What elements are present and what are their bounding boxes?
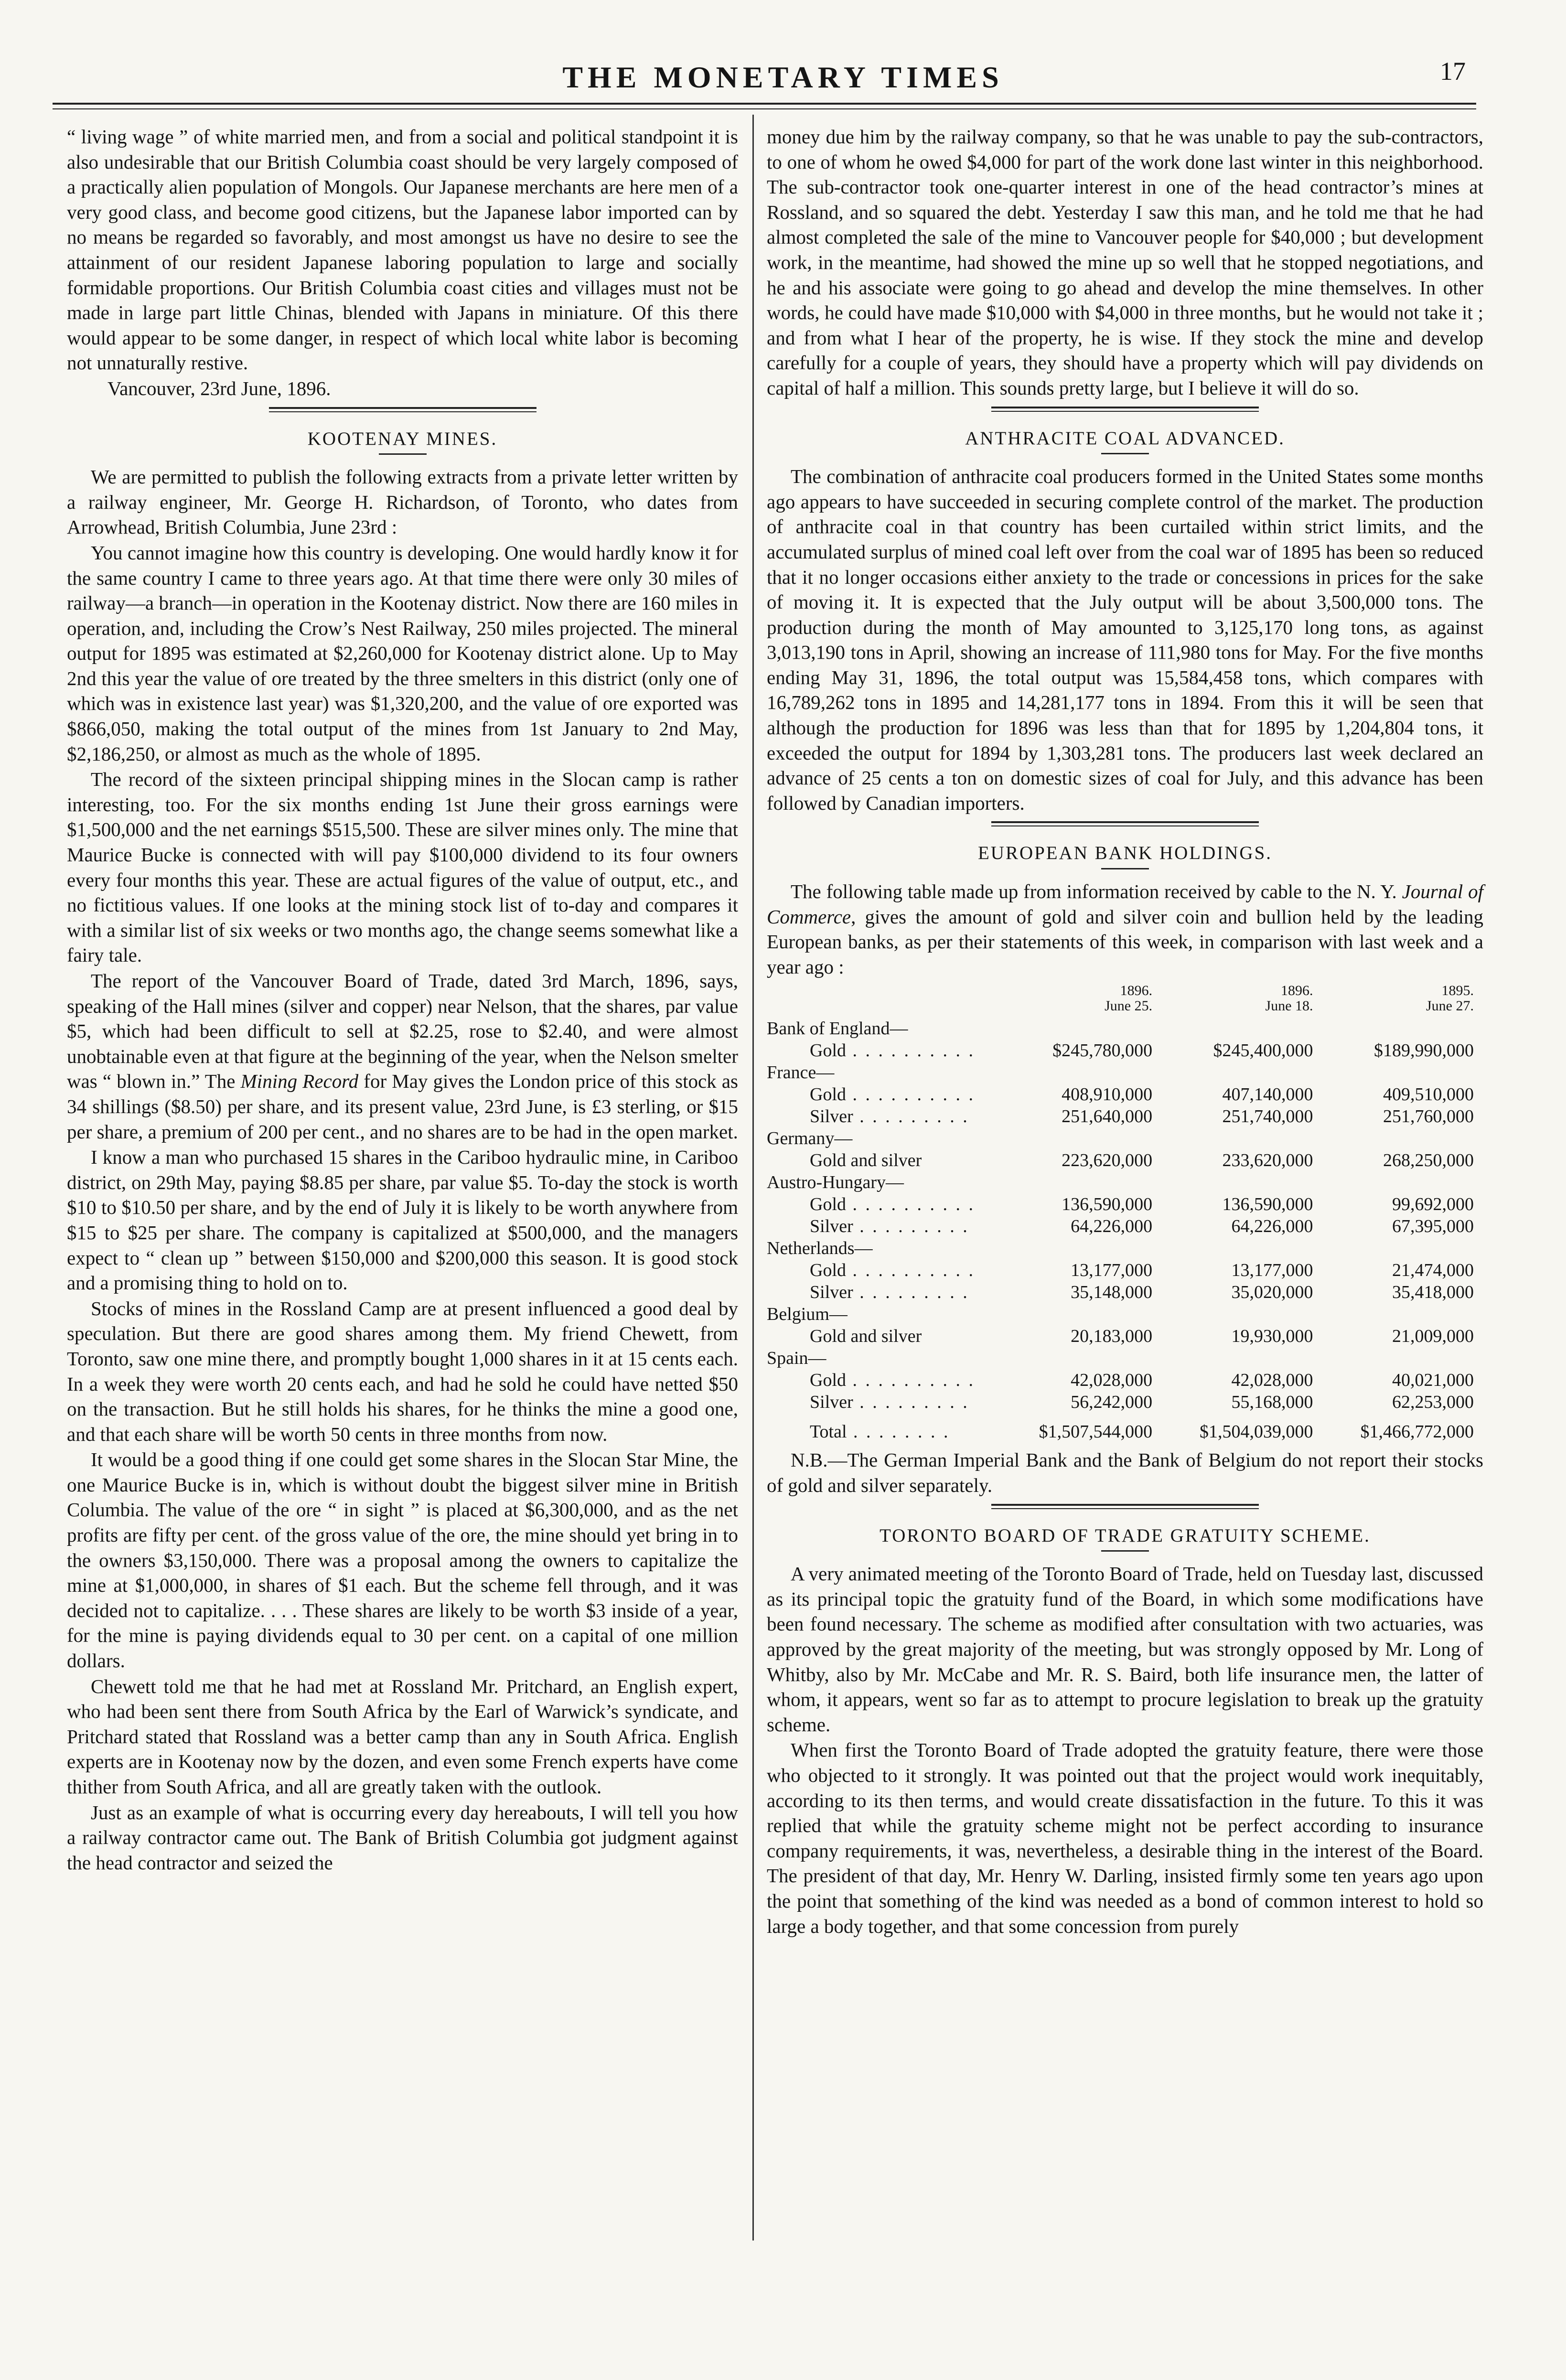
table-row: [767, 1391, 1474, 1413]
table-body: [767, 1018, 1474, 1443]
row-label-text: Total: [810, 1422, 847, 1442]
row-label: [767, 1369, 992, 1391]
cell-value: [992, 1018, 1152, 1040]
cell-value: 233,620,000: [1222, 1150, 1313, 1171]
leader-dots: . . . . . . . . .: [853, 1392, 969, 1413]
table-row: [767, 1237, 1474, 1259]
cell-value: [1313, 1347, 1474, 1369]
cell-value: 21,474,000: [1392, 1260, 1474, 1281]
cell-value: [1313, 1061, 1474, 1083]
article-paragraph: Chewett told me that he had met at Rossland Mr. Pritchard, an English expert, who had been sent there from South Africa by the Earl of Warwick’s syndicate, and Pritchard stated that Rossland was a better camp than any in South Africa. English experts are in Kootenay now by the dozen, and even some French experts have come thither from South Africa, and all are greatly taken with the outlook.: [67, 1675, 738, 1798]
cell-value: [992, 1347, 1152, 1369]
article-paragraph: Just as an example of what is occurring every day hereabouts, I will tell you how a railway contractor came out. The Bank of British Columbia got judgment against the head contractor and seized the: [67, 1801, 738, 1874]
cell-value: 42,028,000: [1071, 1370, 1153, 1391]
cell-value: $189,990,000: [1374, 1040, 1474, 1061]
article-paragraph: It would be a good thing if one could get some shares in the Slocan Star Mine, the one Maurice Bucke is in, which is without doubt the biggest silver mine in British Columbia. The value of the ore “ in sight ” is placed at $6,300,000, and as the net profits are fifty per cent. of the gross value of the ore, the mine should yet bring in to the owners $3,150,000. There was a proposal among the owners to capitalize the mine at $1,000,000, in shares of $1 each. But the scheme fell through, and it was decided not to capitalize. . . . These shares are likely to be worth $3 inside of a year, for the mine is paying dividends equal to 30 per cent. on a capital of one million dollars.: [67, 1448, 738, 1672]
table-row: [767, 1193, 1474, 1215]
text-run: The following table made up from information received by cable to the N. Y.: [791, 880, 1402, 903]
cell-value: 56,242,000: [1071, 1392, 1153, 1413]
table-row: [767, 1040, 1474, 1061]
row-label-text: Germany—: [767, 1128, 853, 1149]
cell-value: 35,418,000: [1392, 1282, 1474, 1303]
row-label: [767, 1303, 992, 1325]
table-row: [767, 1281, 1474, 1303]
cell-value: 409,510,000: [1383, 1084, 1474, 1105]
heading-toronto-board: TORONTO BOARD OF TRADE GRATUITY SCHEME.: [880, 1525, 1371, 1546]
row-label-text: Gold: [810, 1260, 846, 1281]
leader-dots: . . . . . . . . . .: [846, 1194, 975, 1215]
cell-value: 42,028,000: [1231, 1370, 1313, 1391]
cell-value: 407,140,000: [1222, 1084, 1313, 1105]
row-label-text: Gold: [810, 1370, 846, 1391]
right-column: [767, 124, 1483, 1939]
leader-dots: . . . . . . . . .: [853, 1106, 969, 1127]
cell-value: [1313, 1303, 1474, 1325]
heading-rule: [1101, 1550, 1149, 1552]
cell-value: [992, 1303, 1152, 1325]
cell-value: 64,226,000: [1071, 1216, 1153, 1237]
row-label: [767, 1215, 992, 1237]
cell-value: [1152, 1018, 1313, 1040]
row-label: [767, 1413, 992, 1443]
leader-dots: . . . . . . . . . .: [846, 1040, 975, 1061]
article-paragraph: You cannot imagine how this country is developing. One would hardly know it for the same country I came to three years ago. At that time there were only 30 miles of railway—a branch—in operation in the Kootenay district. Now there are 160 miles in operation, and, including the Crow’s Nest Railway, 250 miles projected. The mineral output for 1895 was estimated at $2,260,000 for Kootenay district alone. Up to May 2nd this year the value of ore treated by the three smelters in this district (only one of which was in existence last year) was $1,320,200, and the value of ore exported was $866,050, making the total output of the mines from 1st January to 2nd May, $2,186,250, or almost as much as the whole of 1895.: [67, 541, 738, 765]
cell-value: [992, 1127, 1152, 1149]
row-label-text: Spain—: [767, 1348, 826, 1369]
left-column: [67, 124, 738, 1876]
cell-value: 408,910,000: [1062, 1084, 1153, 1105]
cell-value: 35,020,000: [1231, 1282, 1313, 1303]
section-separator: [991, 1504, 1259, 1509]
cell-value: $245,780,000: [1052, 1040, 1153, 1061]
table-row: [767, 1325, 1474, 1347]
text-run: for May gives the London price of this stock as 34 shillings ($8.50) per share, and its present value, 23rd June, is £3 sterling, or $15 per share, a premium of 200 per cent., and no shares are to be had in the open market.: [67, 1070, 738, 1143]
dateline: Vancouver, 23rd June, 1896.: [107, 377, 331, 399]
section-separator: [269, 407, 536, 412]
publication-title: Mining Record: [240, 1070, 359, 1093]
cell-value: $1,466,772,000: [1360, 1422, 1474, 1442]
row-label-text: Silver: [810, 1392, 853, 1413]
cell-value: $245,400,000: [1213, 1040, 1313, 1061]
row-label-text: Silver: [810, 1282, 853, 1303]
table-column-header: [1313, 983, 1474, 1018]
table-row: [767, 1018, 1474, 1040]
row-label-text: Gold: [810, 1040, 846, 1061]
leader-dots: . . . . . . . . .: [853, 1282, 969, 1303]
table-footnote: N.B.—The German Imperial Bank and the Bank of Belgium do not report their stocks of gold and silver separately.: [767, 1449, 1483, 1496]
table-row: [767, 1259, 1474, 1281]
article-paragraph: A very animated meeting of the Toronto Board of Trade, held on Tuesday last, discussed as its principal topic the gratuity fund of the Board, in which some modifications have been found necessary. The scheme as modified after consultation with two actuaries, was approved by the great majority of the meeting, but was strongly opposed by Mr. Long of Whitby, also by Mr. McCabe and Mr. R. S. Baird, both life insurance men, the latter of whom, it appears, went so far as to attempt to procure legislation to break up the gratuity scheme.: [767, 1563, 1483, 1736]
cell-value: 55,168,000: [1231, 1392, 1313, 1413]
table-row: [767, 1215, 1474, 1237]
cell-value: 251,760,000: [1383, 1106, 1474, 1127]
cell-value: 35,148,000: [1071, 1282, 1153, 1303]
article-paragraph: When first the Toronto Board of Trade adopted the gratuity feature, there were those who objected to it strongly. It was pointed out that the project would work inequitably, according to its then terms, and would create dissatisfaction in the future. To this it was replied that while the gratuity scheme might not be perfect according to insurance company requirements, it was, nevertheless, a desirable thing in the interest of the Board. The president of that day, Mr. Henry W. Darling, insisted firmly some ten years ago upon the point that something of the kind was needed as a bond of common interest to hold so large a body together, and that some concession from purely: [767, 1739, 1483, 1937]
heading-rule: [379, 453, 427, 455]
column-year: 1895.: [1441, 983, 1474, 999]
row-label-text: Gold: [810, 1194, 846, 1215]
cell-value: 223,620,000: [1062, 1150, 1153, 1171]
cell-value: 62,253,000: [1392, 1392, 1474, 1413]
heading-anthracite: ANTHRACITE COAL ADVANCED.: [965, 428, 1285, 449]
heading-european-banks: EUROPEAN BANK HOLDINGS.: [977, 843, 1273, 864]
cell-value: 99,692,000: [1392, 1194, 1474, 1215]
row-label: [767, 1325, 992, 1347]
row-label-text: Belgium—: [767, 1304, 847, 1325]
row-label: [767, 1391, 992, 1413]
table-total-row: [767, 1413, 1474, 1443]
cell-value: [1152, 1237, 1313, 1259]
cell-value: [1313, 1237, 1474, 1259]
table-row: [767, 1149, 1474, 1171]
table-header-blank: [767, 983, 992, 1018]
row-label: [767, 1347, 992, 1369]
article-paragraph: The record of the sixteen principal shipping mines in the Slocan camp is rather interesting, too. For the six months ending 1st June their gross earnings were $1,500,000 and the net earnings $515,500. These are silver mines only. The mine that Maurice Bucke is connected with will pay $100,000 dividend to its four owners every four months this year. These are actual figures of the value of output, etc., and no fictitious values. If one looks at the mining stock list of to-day and compares it with a similar list of six weeks or two months ago, the change seems somewhat like a fairy tale.: [67, 768, 738, 966]
row-label-text: Silver: [810, 1106, 853, 1127]
row-label-text: Gold and silver: [810, 1326, 922, 1347]
page-number: 17: [1440, 57, 1466, 86]
cell-value: $1,507,544,000: [1039, 1422, 1153, 1442]
article-paragraph: I know a man who purchased 15 shares in the Cariboo hydraulic mine, in Cariboo district, on 29th May, paying $8.85 per share, par value $5. To-day the stock is worth $10 to $10.50 per share, and by the end of July it is likely to be worth anywhere from $15 to $25 per share. The company is capitalized at $500,000, and the managers expect to “ clean up ” between $150,000 and $200,000 this season. It is good stock and a promising thing to hold on to.: [67, 1146, 738, 1294]
row-label-text: Netherlands—: [767, 1238, 873, 1259]
cell-value: [992, 1237, 1152, 1259]
row-label: [767, 1237, 992, 1259]
cell-value: 19,930,000: [1231, 1326, 1313, 1347]
section-separator: [991, 821, 1259, 826]
row-label: [767, 1105, 992, 1127]
article-paragraph: “ living wage ” of white married men, and from a social and political standpoint it is also undesirable that our British Columbia coast should be very largely composed of a practically alien population of Mongols. Our Japanese merchants are here men of a very good class, and become good citizens, but the Japanese labor imported can by no means be regarded so favorably, and most amongst us have no desire to see the attainment of our resident Japanese laboring population to large and socially formidable proportions. Our British Columbia coast cities and villages must not be made in large part little Chinas, blended with Japans in miniature. Of this there would appear to be some danger, in respect of which local white labor is becoming not unnaturally restive.: [67, 126, 738, 374]
heading-rule: [1101, 868, 1149, 869]
cell-value: [1152, 1061, 1313, 1083]
cell-value: 251,740,000: [1222, 1106, 1313, 1127]
row-label: [767, 1259, 992, 1281]
row-label: [767, 1149, 992, 1171]
cell-value: 13,177,000: [1231, 1260, 1313, 1281]
table-row: [767, 1061, 1474, 1083]
cell-value: [992, 1171, 1152, 1193]
cell-value: 20,183,000: [1071, 1326, 1153, 1347]
row-label-text: Bank of England—: [767, 1018, 908, 1039]
column-year: 1896.: [1281, 983, 1313, 999]
row-label: [767, 1040, 992, 1061]
article-paragraph: [767, 879, 1483, 979]
leader-dots: . . . . . . . .: [847, 1422, 950, 1442]
leader-dots: . . . . . . . . .: [853, 1216, 969, 1237]
cell-value: 136,590,000: [1062, 1194, 1153, 1215]
row-label: [767, 1171, 992, 1193]
cell-value: 21,009,000: [1392, 1326, 1474, 1347]
article-paragraph: [67, 968, 738, 1144]
table-row: [767, 1171, 1474, 1193]
cell-value: $1,504,039,000: [1200, 1422, 1313, 1442]
cell-value: 268,250,000: [1383, 1150, 1474, 1171]
cell-value: [992, 1061, 1152, 1083]
row-label: [767, 1127, 992, 1149]
row-label-text: Austro-Hungary—: [767, 1172, 904, 1193]
cell-value: [1313, 1171, 1474, 1193]
row-label: [767, 1083, 992, 1105]
publication-title: Journal of Commerce: [767, 880, 1484, 928]
cell-value: 64,226,000: [1231, 1216, 1313, 1237]
column-date: June 27.: [1426, 998, 1474, 1014]
cell-value: [1152, 1127, 1313, 1149]
section-separator: [991, 407, 1259, 412]
cell-value: 13,177,000: [1071, 1260, 1153, 1281]
table-row: [767, 1347, 1474, 1369]
table-row: [767, 1105, 1474, 1127]
article-paragraph: Stocks of mines in the Rossland Camp are at present influenced a good deal by speculation. But there are good shares among them. My friend Chewett, from Toronto, saw one mine there, and promptly bought 1,000 shares in it at 15 cents each. In a week they were worth 20 cents each, and had he sold he could have netted $50 on the transaction. But he still holds his shares, for he thinks the mine a good one, and that each share will be worth 50 cents in three months from now.: [67, 1297, 738, 1445]
leader-dots: . . . . . . . . . .: [846, 1084, 975, 1105]
column-date: June 18.: [1265, 998, 1313, 1014]
row-label-text: Gold and silver: [810, 1150, 922, 1171]
table-column-header: [992, 983, 1152, 1018]
heading-kootenay-mines: KOOTENAY MINES.: [307, 428, 498, 449]
cell-value: [1152, 1303, 1313, 1325]
cell-value: [1313, 1127, 1474, 1149]
masthead-title: THE MONETARY TIMES: [562, 60, 1004, 94]
row-label: [767, 1018, 992, 1040]
table-row: [767, 1303, 1474, 1325]
cell-value: [1152, 1171, 1313, 1193]
leader-dots: . . . . . . . . . .: [846, 1370, 975, 1391]
cell-value: 136,590,000: [1222, 1194, 1313, 1215]
cell-value: [1313, 1018, 1474, 1040]
table-row: [767, 1127, 1474, 1149]
table-column-header: [1152, 983, 1313, 1018]
leader-dots: . . . . . . . . . .: [846, 1260, 975, 1281]
text-run: , gives the amount of gold and silver coin and bullion held by the leading European banks, as per their statements of this week, in comparison with last week and a year ago :: [767, 905, 1483, 978]
row-label: [767, 1061, 992, 1083]
column-date: June 25.: [1105, 998, 1153, 1014]
text-run: The report of the Vancouver Board of Trade, dated 3rd March, 1896, says, speaking of the Hall mines (silver and copper) near Nelson, that the shares, par value $5, which had been difficult to sell at $2.25, rose to $2.40, and were almost unobtainable even at that figure at the beginning of the year, when the Nelson smelter was “ blown in.” The: [67, 970, 738, 1093]
table-row: [767, 1083, 1474, 1105]
article-paragraph: money due him by the railway company, so that he was unable to pay the sub-contractors, to one of whom he owed $4,000 for part of the work done last winter in this neighborhood. The sub-contractor took one-quarter interest in one of the head contractor’s mines at Rossland, and so squared the debt. Yesterday I saw this man, and he told me that he had almost completed the sale of the mine to Vancouver people for $40,000 ; but development work, in the meantime, had showed the mine up so well that he stopped negotiations, and he and his associate were going to go ahead and develop the mine themselves. In other words, he could have made $10,000 with $4,000 in three months, but he would not take it ; and from what I hear of the property, he is wise. If they stock the mine and develop carefully for a couple of years, they should have a property which will pay dividends on capital of half a million. This sounds pretty large, but I believe it will do so.: [767, 126, 1483, 399]
cell-value: 251,640,000: [1062, 1106, 1153, 1127]
masthead-rule: [53, 103, 1476, 109]
table-header-row: [767, 983, 1474, 1018]
table-row: [767, 1369, 1474, 1391]
row-label-text: Silver: [810, 1216, 853, 1237]
row-label: [767, 1281, 992, 1303]
row-label-text: Gold: [810, 1084, 846, 1105]
column-divider: [752, 115, 754, 2241]
row-label: [767, 1193, 992, 1215]
row-label-text: France—: [767, 1062, 835, 1083]
cell-value: 67,395,000: [1392, 1216, 1474, 1237]
cell-value: 40,021,000: [1392, 1370, 1474, 1391]
cell-value: [1152, 1347, 1313, 1369]
article-paragraph: We are permitted to publish the following extracts from a private letter written by a railway engineer, Mr. George H. Richardson, of Toronto, who dates from Arrowhead, British Columbia, June 23rd :: [67, 466, 738, 538]
heading-rule: [1101, 453, 1149, 454]
bank-holdings-table: [767, 983, 1474, 1443]
article-paragraph: The combination of anthracite coal producers formed in the United States some months ago appears to have succeeded in securing complete control of the market. The production of anthracite coal in that country has been curtailed within strict limits, and the accumulated surplus of mined coal left over from the coal war of 1895 has been so reduced that it no longer occasions either anxiety to the trade or concessions in prices for the sake of moving it. It is expected that the July output will be about 3,500,000 tons. The production during the month of May amounted to 3,125,170 long tons, as against 3,013,190 tons in April, showing an increase of 111,980 tons for May. For the five months ending May 31, 1896, the total output was 15,584,458 tons, which compares with 16,789,262 tons in 1895 and 14,281,177 tons in 1894. From this it will be seen that although the production for 1896 was less than that for 1895 by 1,204,804 tons, it exceeded the output for 1894 by 1,303,281 tons. The producers last week declared an advance of 25 cents a ton on domestic sizes of coal for July, and this advance has been followed by Canadian importers.: [767, 465, 1483, 814]
column-year: 1896.: [1120, 983, 1153, 999]
